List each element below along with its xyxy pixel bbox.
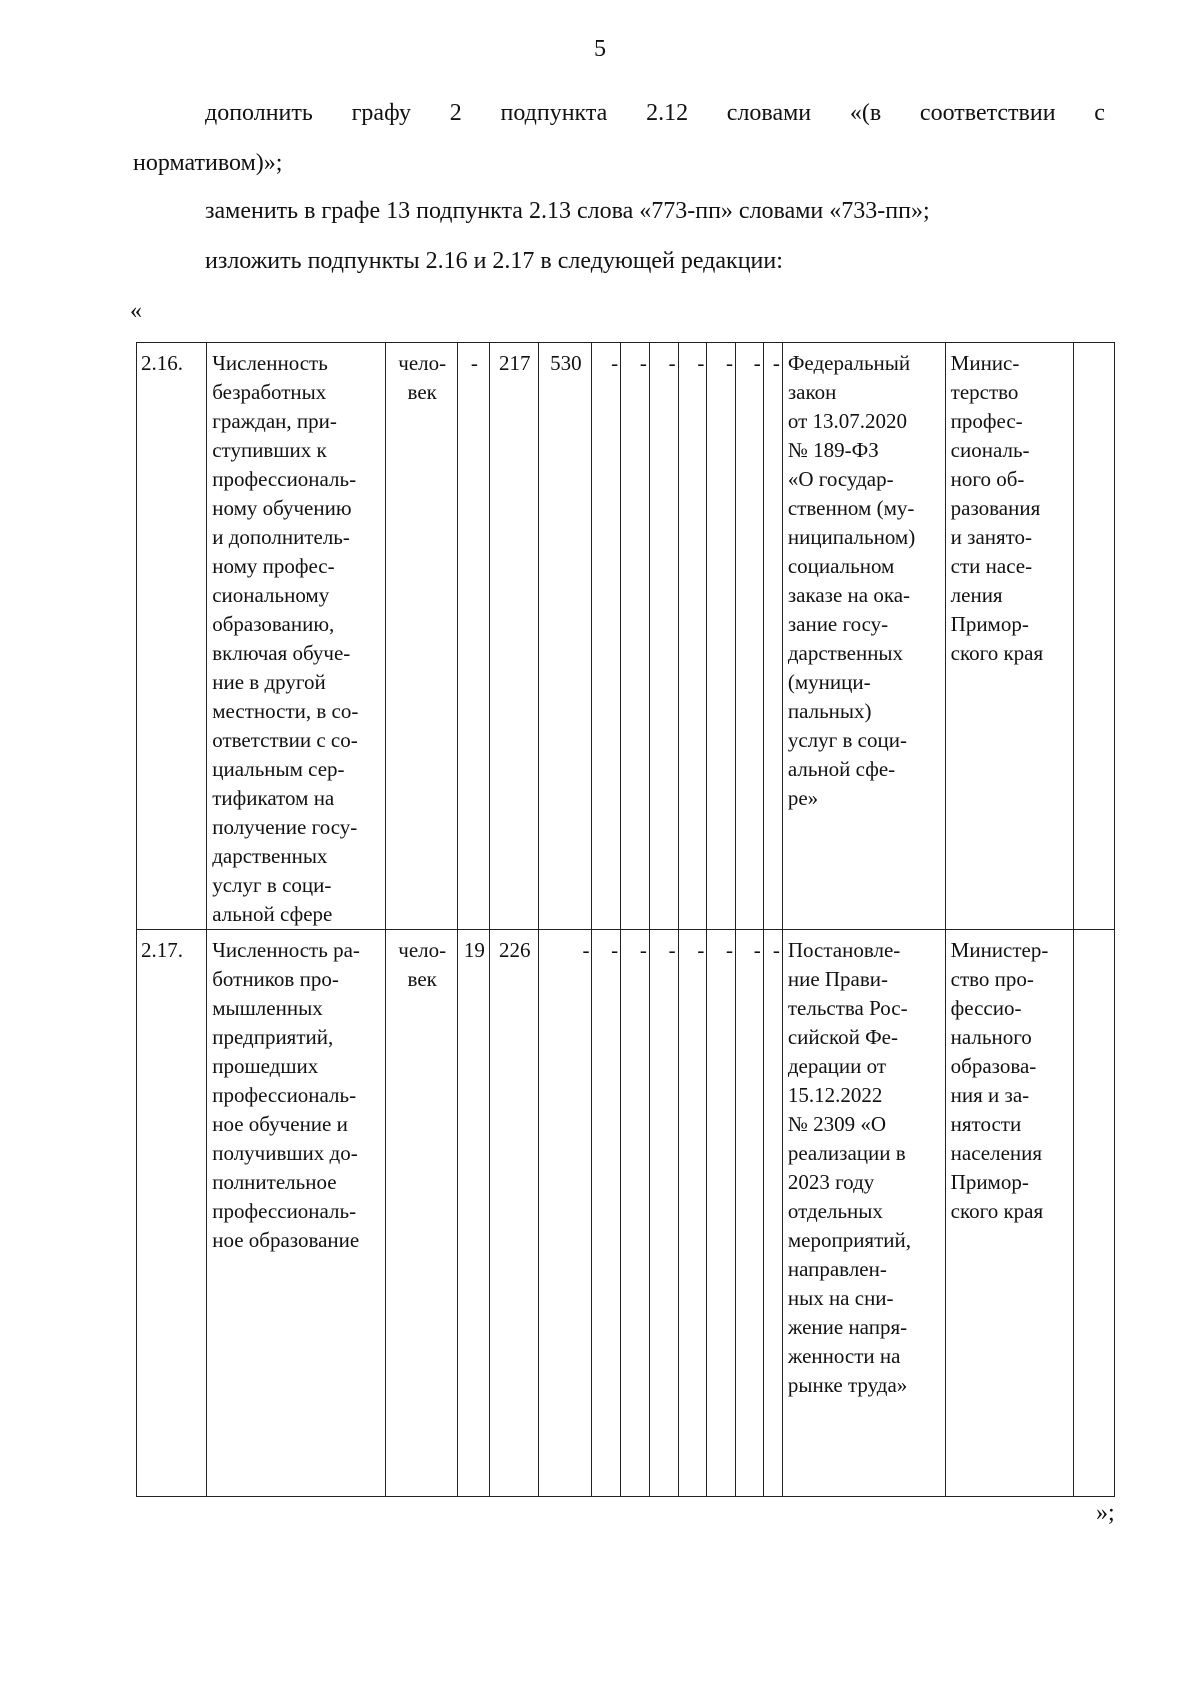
indicator-name: Численность безработных граждан, при- ступивших к профессиональ- ному обучению и дополнитель- ному профес- сиональному образованию, включая обуче- ние в другой местности, в со- ответствии с со- циальным сер- тификатом на получение госу- дарственных услуг в соци- альной сфере — [207, 343, 386, 930]
value-cell: - — [707, 343, 736, 930]
empty-cell — [1074, 343, 1115, 930]
value-cell: - — [621, 343, 650, 930]
p1-word: соответствии — [919, 100, 1056, 126]
p1-word: «(в — [849, 100, 882, 126]
row-number: 2.17. — [137, 930, 207, 1497]
paragraph-2: заменить в графе 13 подпункта 2.13 слова «773-пп» словами «733-пп»; — [205, 198, 930, 224]
value-cell: - — [763, 343, 782, 930]
unit-cell: чело- век — [386, 343, 458, 930]
value-cell: - — [707, 930, 736, 1497]
value-cell: - — [678, 930, 707, 1497]
paragraph-1 — [205, 98, 1105, 128]
value-cell: - — [592, 343, 621, 930]
unit-cell: чело- век — [386, 930, 458, 1497]
indicator-name: Численность ра- ботников про- мышленных предприятий, прошедших профессиональ- ное обучение и получивших до- полнительное профессиональ- ное образование — [207, 930, 386, 1497]
p1-word: 2.12 — [646, 100, 689, 126]
value-cell: - — [592, 930, 621, 1497]
table-row — [137, 930, 1115, 1497]
p1-word: словами — [726, 100, 812, 126]
p1-word: подпункта — [500, 100, 608, 126]
value-cell: 217 — [490, 343, 539, 930]
value-cell: - — [736, 930, 764, 1497]
legal-basis: Федеральный закон от 13.07.2020 № 189-ФЗ «О государ- ственном (му- ниципальном) социальном заказе на ока- зание госу- дарственных (муници- пальных) услуг в соци- альной сфе- ре» — [782, 343, 945, 930]
table-row — [137, 343, 1115, 930]
value-cell: - — [649, 343, 678, 930]
p1-word: графу — [351, 100, 412, 126]
page-number: 5 — [594, 36, 606, 62]
p1-word: дополнить — [205, 100, 313, 126]
value-cell: - — [621, 930, 650, 1497]
empty-cell — [1074, 930, 1115, 1497]
p1-word: с — [1094, 100, 1105, 126]
row-number: 2.16. — [137, 343, 207, 930]
value-cell: - — [736, 343, 764, 930]
legal-basis: Постановле- ние Прави- тельства Рос- сийской Фе- дерации от 15.12.2022 № 2309 «О реализации в 2023 году отдельных мероприятий, направлен- ных на сни- жение напря- женности на рынке труда» — [782, 930, 945, 1497]
responsible-org: Минис- терство профес- сиональ- ного об- разования и занято- сти насе- ления Примор- ского края — [945, 343, 1074, 930]
p1-word: 2 — [449, 100, 462, 126]
value-cell: 19 — [458, 930, 490, 1497]
value-cell: - — [539, 930, 592, 1497]
value-cell: 226 — [490, 930, 539, 1497]
responsible-org: Министер- ство про- фессио- нального образова- ния и за- нятости населения Примор- ского края — [945, 930, 1074, 1497]
value-cell: - — [763, 930, 782, 1497]
paragraph-3: изложить подпункты 2.16 и 2.17 в следующей редакции: — [205, 248, 783, 274]
paragraph-1-end: нормативом)»; — [133, 150, 283, 176]
value-cell: - — [678, 343, 707, 930]
open-quote: « — [130, 298, 142, 324]
value-cell: - — [649, 930, 678, 1497]
close-quote: »; — [1096, 1500, 1115, 1526]
indicators-table — [136, 342, 1115, 1497]
value-cell: 530 — [539, 343, 592, 930]
value-cell: - — [458, 343, 490, 930]
